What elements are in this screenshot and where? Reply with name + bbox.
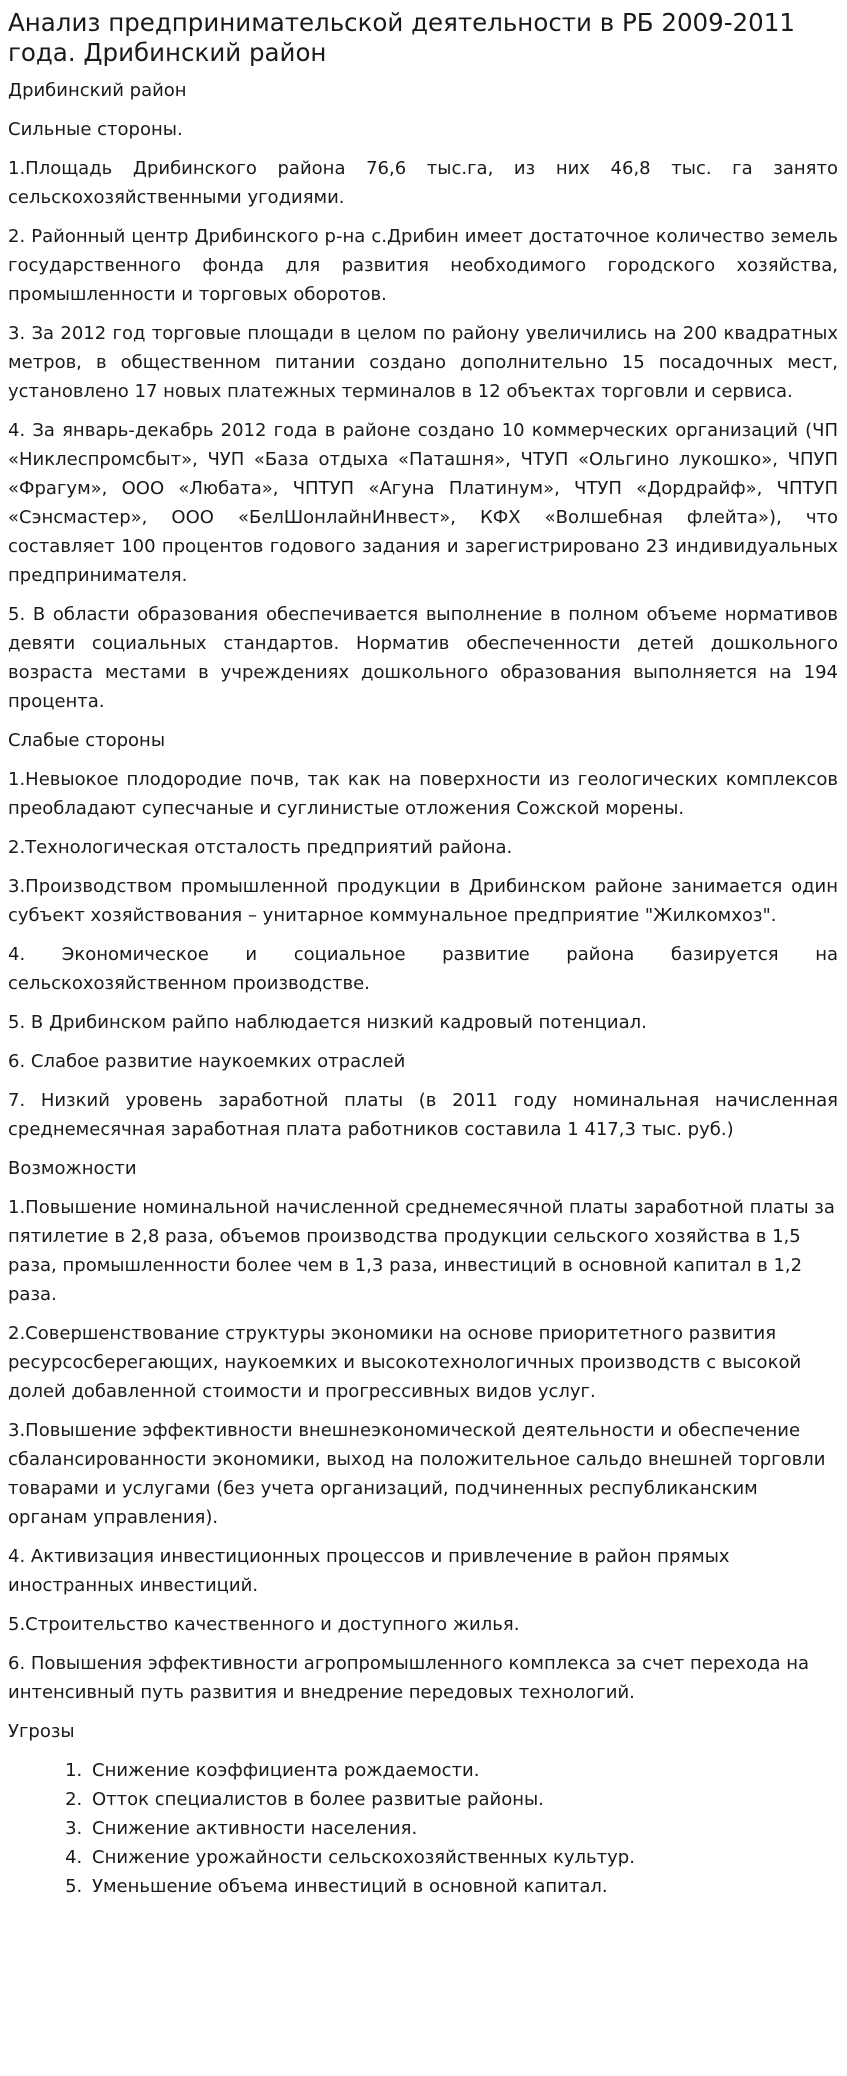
weakness-item: 2.Технологическая отсталость предприятий района. [8, 837, 513, 858]
weakness-item: 3.Производством промышленной продукции в Дрибинском районе занимается один субъект хозяйствования – унитарное коммунальное предприятие "Жилкомхоз". [8, 876, 838, 926]
threat-item: 2. Отток специалистов в более развитые районы. [88, 1785, 838, 1814]
threat-item: 1. Снижение коэффициента рождаемости. [88, 1756, 838, 1785]
region-label: Дрибинский район [8, 80, 187, 101]
opportunity-item: 3.Повышение эффективности внешнеэкономической деятельности и обеспечение сбалансированности экономики, выход на положительное сальдо внешней торговли товарами и услугами (без учета организаций, подчиненных республиканским органам управления). [8, 1420, 826, 1528]
strengths-heading: Сильные стороны. [8, 119, 183, 140]
weakness-item: 6. Слабое развитие наукоемких отраслей [8, 1051, 406, 1072]
weakness-item: 7. Низкий уровень заработной платы (в 2011 году номинальная начисленная среднемесячная заработная плата работников составила 1 417,3 тыс. руб.) [8, 1090, 838, 1140]
threat-item: 5. Уменьшение объема инвестиций в основной капитал. [88, 1872, 838, 1901]
weakness-item: 1.Невыокое плодородие почв, так как на поверхности из геологических комплексов преобладают супесчаные и суглинистые отложения Сожской морены. [8, 769, 838, 819]
opportunity-item: 4. Активизация инвестиционных процессов и привлечение в район прямых иностранных инвестиций. [8, 1546, 730, 1596]
strength-item: 5. В области образования обеспечивается выполнение в полном объеме нормативов девяти социальных стандартов. Норматив обеспеченности детей дошкольного возраста местами в учреждениях дошкольного образования выполняется на 194 процента. [8, 604, 838, 712]
strength-item: 2. Районный центр Дрибинского р-на с.Дрибин имеет достаточное количество земель государственного фонда для развития необходимого городского хозяйства, промышленности и торговых оборотов. [8, 226, 838, 305]
threat-item: 3. Снижение активности населения. [88, 1814, 838, 1843]
page-title: Анализ предпринимательской деятельности в РБ 2009-2011 года. Дрибинский район [8, 8, 795, 67]
threats-list [8, 1756, 838, 1901]
weakness-item: 4. Экономическое и социальное развитие района базируется на сельскохозяйственном производстве. [8, 944, 838, 994]
threats-heading: Угрозы [8, 1721, 75, 1742]
opportunity-item: 1.Повышение номинальной начисленной среднемесячной платы заработной платы за пятилетие в 2,8 раза, объемов производства продукции сельского хозяйства в 1,5 раза, промышленности более чем в 1,3 раза, инвестиций в основной капитал в 1,2 раза. [8, 1197, 835, 1305]
strength-item: 3. За 2012 год торговые площади в целом по району увеличились на 200 квадратных метров, в общественном питании создано дополнительно 15 посадочных мест, установлено 17 новых платежных терминалов в 12 объектах торговли и сервиса. [8, 323, 838, 402]
opportunities-heading: Возможности [8, 1158, 137, 1179]
threat-item: 4. Снижение урожайности сельскохозяйственных культур. [88, 1843, 838, 1872]
opportunity-item: 5.Строительство качественного и доступного жилья. [8, 1614, 520, 1635]
weakness-item: 5. В Дрибинском райпо наблюдается низкий кадровый потенциал. [8, 1012, 647, 1033]
strength-item: 4. За январь-декабрь 2012 года в районе создано 10 коммерческих организаций (ЧП «Никлеспромсбыт», ЧУП «База отдыха «Паташня», ЧТУП «Ольгино лукошко», ЧПУП «Фрагум», ООО «Любата», ЧПТУП «Агуна Платинум», ЧТУП «Дордрайф», ЧПТУП «Сэнсмастер», ООО «БелШонлайнИнвест», КФХ «Волшебная флейта»), что составляет 100 процентов годового задания и зарегистрировано 23 индивидуальных предпринимателя. [8, 420, 838, 586]
weaknesses-heading: Слабые стороны [8, 730, 166, 751]
strength-item: 1.Площадь Дрибинского района 76,6 тыс.га, из них 46,8 тыс. га занято сельскохозяйственными угодиями. [8, 158, 838, 208]
opportunity-item: 6. Повышения эффективности агропромышленного комплекса за счет перехода на интенсивный путь развития и внедрение передовых технологий. [8, 1653, 809, 1703]
opportunity-item: 2.Совершенствование структуры экономики на основе приоритетного развития ресурсосберегающих, наукоемких и высокотехнологичных производств с высокой долей добавленной стоимости и прогрессивных видов услуг. [8, 1323, 802, 1402]
